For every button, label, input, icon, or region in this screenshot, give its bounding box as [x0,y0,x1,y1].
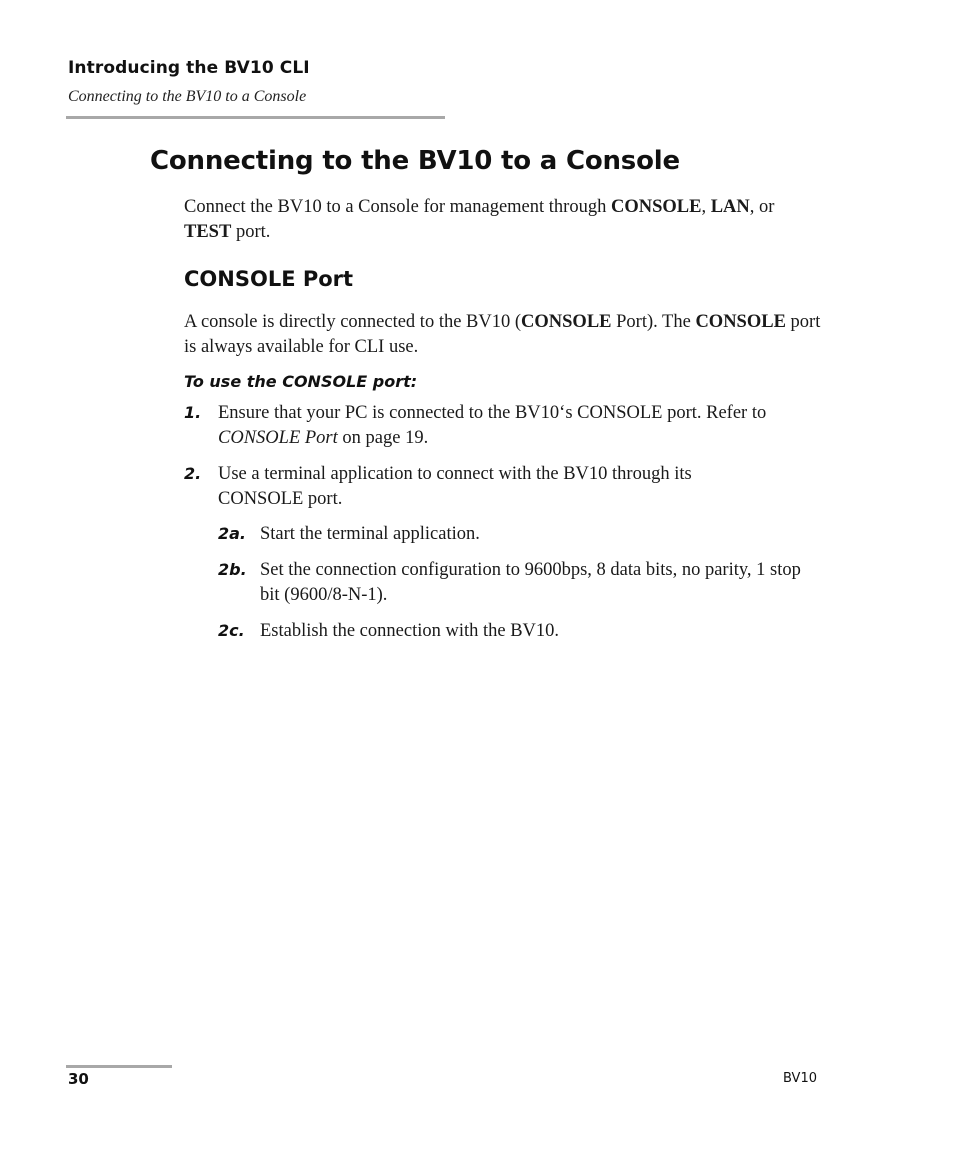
intro-text-3: , or [749,197,775,217]
section-heading: CONSOLE Port [184,267,354,291]
step-1-number: 1. [184,403,202,422]
console-paragraph [184,310,824,359]
intro-paragraph [184,195,824,244]
running-header-chapter: Introducing the BV10 CLI [68,58,310,78]
intro-console-term: CONSOLE [610,197,702,217]
page-number: 30 [68,1070,89,1088]
console-text-3: port is always available for CLI use. [184,312,821,357]
step-2b-text: Set the connection configuration to 9600bps, 8 data bits, no parity, 1 stop bit (9600/8-N-1). [260,560,801,605]
console-term-2: CONSOLE [695,312,786,332]
footer-product-name: BV10 [783,1071,817,1086]
footer-divider [66,1065,172,1068]
step-1-cross-reference[interactable]: CONSOLE Port [218,427,338,448]
intro-lan-term: LAN [710,197,750,217]
step-2a-number: 2a. [218,524,247,543]
step-2-number: 2. [184,464,202,483]
intro-text-1: Connect the BV10 to a Console for management through [184,197,611,217]
step-2b-number: 2b. [218,560,247,579]
procedure-title: To use the CONSOLE port: [184,372,418,391]
step-1-text-1: Ensure that your PC is connected to the BV10‘s CONSOLE port. Refer to [218,403,767,423]
running-header-section: Connecting to the BV10 to a Console [68,88,307,105]
intro-test-term: TEST [184,221,232,242]
intro-text-4: port. [231,221,271,242]
step-1-text [218,401,828,450]
header-divider [66,116,445,119]
console-text-1: A console is directly connected to the BV10 ( [184,312,522,332]
step-2-text: Use a terminal application to connect with the BV10 through its CONSOLE port. [218,464,692,509]
step-2c-text: Establish the connection with the BV10. [260,621,560,641]
step-1-text-2: on page 19. [337,427,429,448]
intro-text-2: , [701,197,711,217]
console-text-2: Port). The [611,312,696,332]
step-2c-number: 2c. [218,621,245,640]
page-title: Connecting to the BV10 to a Console [150,146,680,176]
console-term-1: CONSOLE [521,312,612,332]
step-2a-text: Start the terminal application. [260,524,480,544]
